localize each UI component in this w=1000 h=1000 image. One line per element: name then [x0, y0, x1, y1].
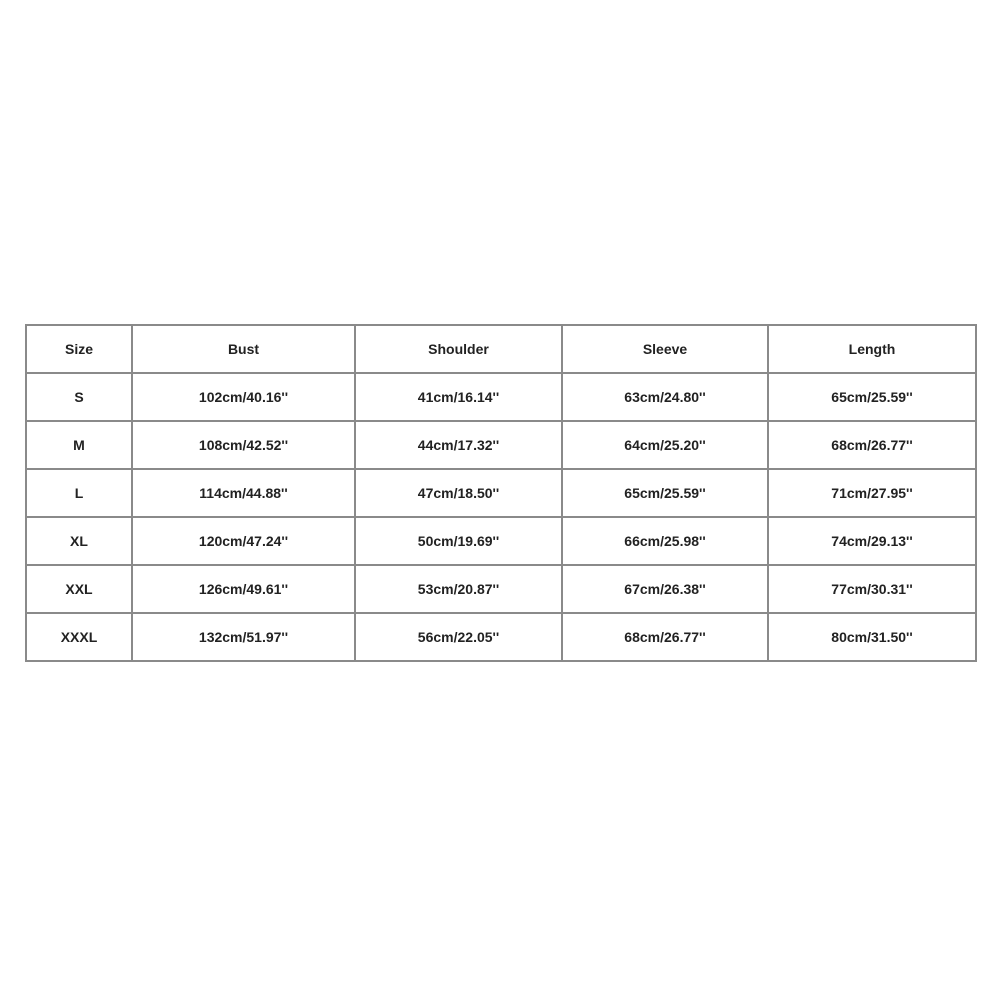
bust-cell: 108cm/42.52'' [132, 421, 355, 469]
shoulder-cell: 50cm/19.69'' [355, 517, 562, 565]
bust-cell: 132cm/51.97'' [132, 613, 355, 661]
table-row [26, 469, 976, 517]
sleeve-cell: 68cm/26.77'' [562, 613, 768, 661]
header-bust: Bust [132, 325, 355, 373]
sleeve-cell: 65cm/25.59'' [562, 469, 768, 517]
table-row [26, 565, 976, 613]
sleeve-cell: 63cm/24.80'' [562, 373, 768, 421]
shoulder-cell: 53cm/20.87'' [355, 565, 562, 613]
header-length: Length [768, 325, 976, 373]
table-row [26, 613, 976, 661]
shoulder-cell: 41cm/16.14'' [355, 373, 562, 421]
bust-cell: 114cm/44.88'' [132, 469, 355, 517]
size-cell: L [26, 469, 132, 517]
length-cell: 71cm/27.95'' [768, 469, 976, 517]
length-cell: 77cm/30.31'' [768, 565, 976, 613]
shoulder-cell: 56cm/22.05'' [355, 613, 562, 661]
size-cell: S [26, 373, 132, 421]
bust-cell: 120cm/47.24'' [132, 517, 355, 565]
length-cell: 80cm/31.50'' [768, 613, 976, 661]
table-row [26, 421, 976, 469]
table-row [26, 517, 976, 565]
size-cell: XXL [26, 565, 132, 613]
header-shoulder: Shoulder [355, 325, 562, 373]
header-sleeve: Sleeve [562, 325, 768, 373]
shoulder-cell: 44cm/17.32'' [355, 421, 562, 469]
sleeve-cell: 66cm/25.98'' [562, 517, 768, 565]
size-cell: M [26, 421, 132, 469]
table-row [26, 373, 976, 421]
sleeve-cell: 64cm/25.20'' [562, 421, 768, 469]
shoulder-cell: 47cm/18.50'' [355, 469, 562, 517]
length-cell: 74cm/29.13'' [768, 517, 976, 565]
size-chart-table [25, 324, 977, 662]
length-cell: 65cm/25.59'' [768, 373, 976, 421]
header-size: Size [26, 325, 132, 373]
sleeve-cell: 67cm/26.38'' [562, 565, 768, 613]
length-cell: 68cm/26.77'' [768, 421, 976, 469]
bust-cell: 102cm/40.16'' [132, 373, 355, 421]
bust-cell: 126cm/49.61'' [132, 565, 355, 613]
size-cell: XXXL [26, 613, 132, 661]
size-cell: XL [26, 517, 132, 565]
header-row [26, 325, 976, 373]
